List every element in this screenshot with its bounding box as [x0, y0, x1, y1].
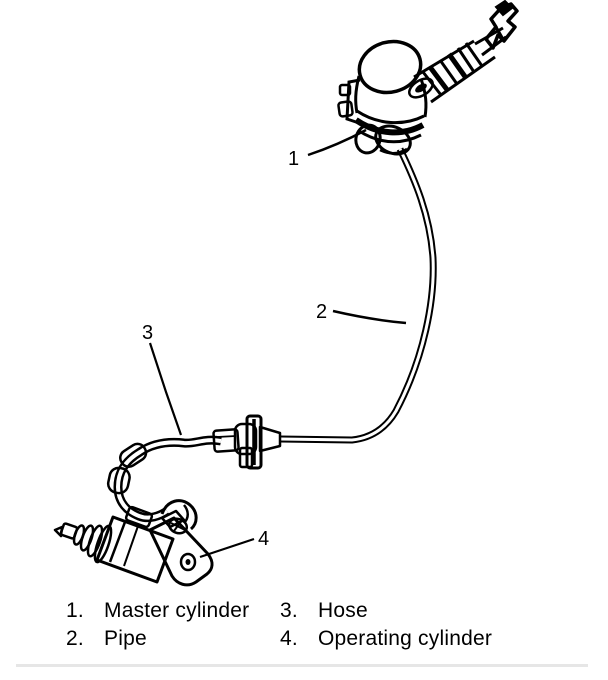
callout-3 [142, 322, 181, 435]
callout-number-2: 2 [316, 301, 328, 323]
hose-pipe-junction-bracket [213, 416, 280, 468]
legend-label: Pipe [104, 627, 147, 650]
outlet-port [406, 75, 436, 101]
body-band [110, 522, 125, 562]
legend-label: Master cylinder [104, 599, 250, 622]
master-cylinder [338, 1, 517, 159]
hose-line [107, 440, 221, 517]
scan-artifact-line [16, 664, 588, 667]
leader-line-2 [333, 311, 406, 323]
legend-label: Operating cylinder [318, 627, 493, 650]
pipe-highlight [280, 149, 433, 440]
legend-number: 4. [280, 627, 298, 650]
legend-item-master-cylinder [66, 599, 249, 623]
legend-number: 1. [66, 599, 84, 622]
legend-number: 2. [66, 627, 84, 650]
pipe-outline [280, 149, 433, 440]
leader-line-3 [150, 343, 181, 435]
pushrod-tip [55, 523, 78, 539]
cap-ring [357, 111, 424, 123]
legend-item-pipe [66, 627, 147, 651]
pipe-end-cone [260, 427, 280, 451]
flange-bolt-hole-center [186, 559, 191, 565]
legend-label: Hose [318, 599, 368, 622]
callout-number-1: 1 [288, 148, 300, 170]
body-band [124, 526, 138, 566]
callout-number-3: 3 [142, 322, 154, 344]
callout-4 [200, 528, 269, 557]
legend-item-operating-cylinder [280, 627, 492, 651]
callout-number-4: 4 [258, 528, 270, 550]
clevis-fork [486, 1, 517, 48]
leader-line-4 [200, 539, 254, 557]
nut-facet-line [217, 436, 236, 437]
legend-item-hose [280, 599, 368, 623]
callout-2 [316, 301, 406, 323]
legend-number: 3. [280, 599, 298, 622]
pipe-line [280, 149, 433, 440]
callout-1 [288, 130, 366, 170]
hose-outline [118, 440, 221, 517]
